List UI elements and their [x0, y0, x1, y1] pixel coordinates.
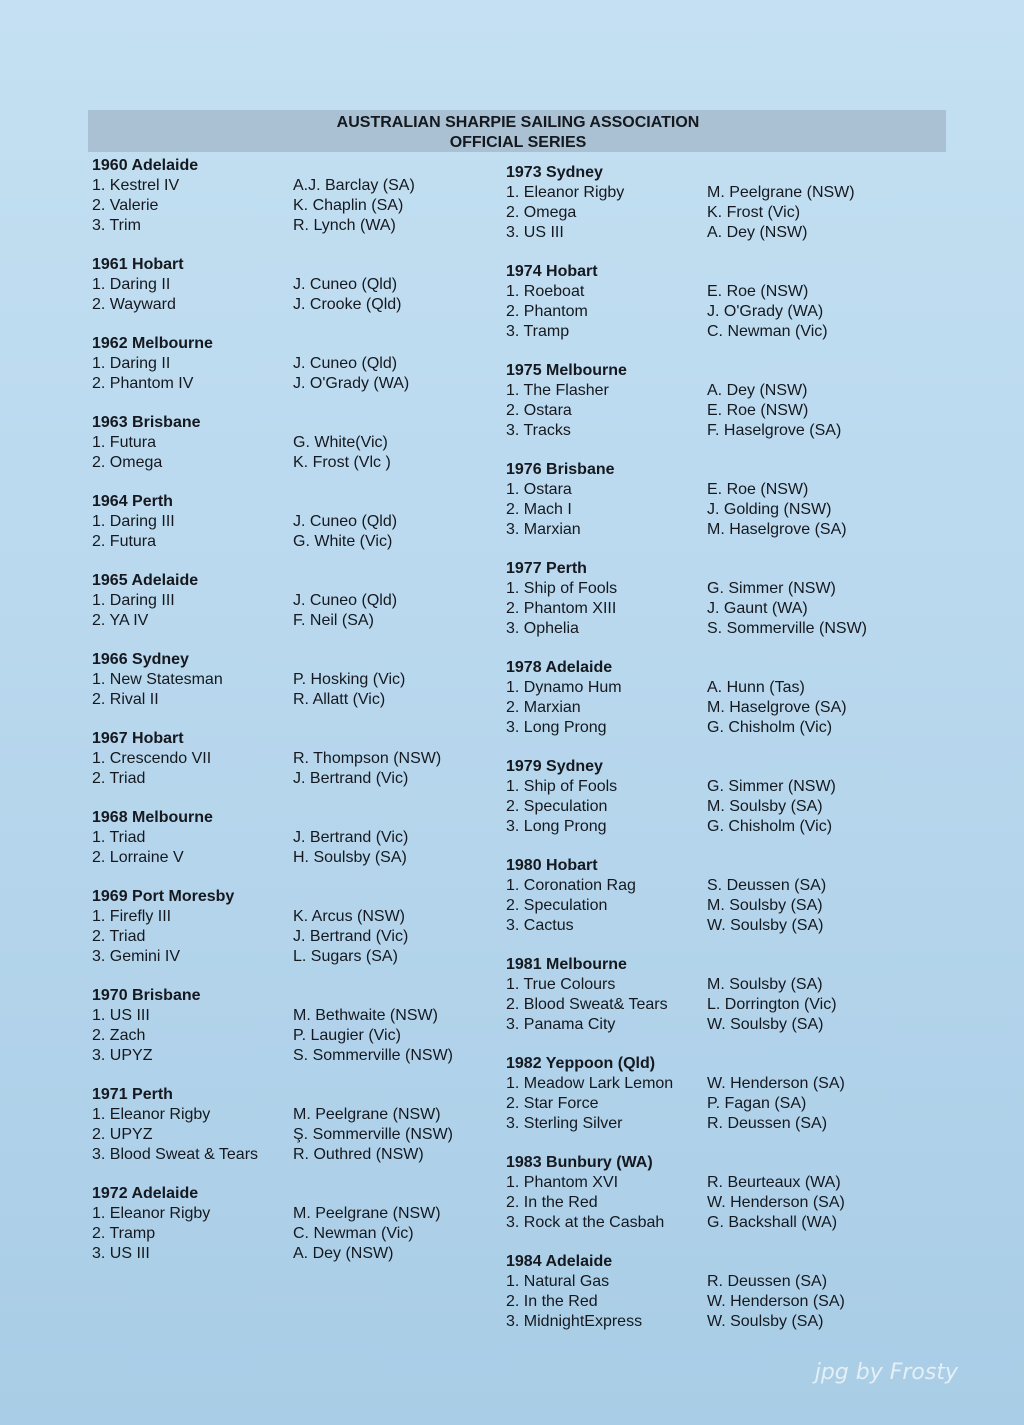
boat-name: 2. Phantom XIII — [506, 600, 617, 617]
event-block — [92, 413, 532, 473]
boat-name: 2. Speculation — [506, 897, 608, 914]
photo-credit: jpg by Frosty — [814, 1360, 958, 1385]
skipper-name: K. Frost (Vlc ) — [293, 454, 391, 471]
event-title: 1972 Adelaide — [92, 1185, 199, 1202]
boat-name: 1. Daring III — [92, 592, 175, 609]
event-title: 1980 Hobart — [506, 857, 598, 874]
boat-name: 3. Rock at the Casbah — [506, 1214, 665, 1231]
result-row — [506, 282, 946, 302]
result-row — [92, 275, 532, 295]
boat-name: 2. Tramp — [92, 1225, 156, 1242]
event-title: 1971 Perth — [92, 1086, 173, 1103]
boat-name: 1. Meadow Lark Lemon — [506, 1075, 674, 1092]
result-row — [92, 196, 532, 216]
skipper-name: M. Peelgrane (NSW) — [293, 1205, 441, 1222]
event-title: 1975 Melbourne — [506, 362, 627, 379]
skipper-name: R. Deussen (SA) — [707, 1273, 828, 1290]
skipper-name: K. Chaplin (SA) — [293, 197, 404, 214]
left-column — [92, 156, 532, 1283]
skipper-name: J. Gaunt (WA) — [707, 600, 808, 617]
event-block — [506, 361, 946, 441]
skipper-name: R. Beurteaux (WA) — [707, 1174, 841, 1191]
event-block — [92, 1085, 532, 1165]
skipper-name: J. Bertrand (Vic) — [293, 770, 409, 787]
result-row — [92, 848, 532, 868]
result-row — [92, 1105, 532, 1125]
event-block — [92, 571, 532, 631]
boat-name: 1. Futura — [92, 434, 157, 451]
boat-name: 2. Triad — [92, 770, 146, 787]
result-row — [92, 295, 532, 315]
event-title: 1978 Adelaide — [506, 659, 613, 676]
skipper-name: W. Soulsby (SA) — [707, 1313, 824, 1330]
event-title: 1966 Sydney — [92, 651, 189, 668]
boat-name: 2. Blood Sweat& Tears — [506, 996, 668, 1013]
result-row — [506, 995, 946, 1015]
result-row — [506, 698, 946, 718]
result-row — [506, 1114, 946, 1134]
result-row — [92, 1026, 532, 1046]
event-block — [92, 334, 532, 394]
event-title: 1963 Brisbane — [92, 414, 201, 431]
boat-name: 1. Daring II — [92, 276, 171, 293]
result-row — [506, 1173, 946, 1193]
result-row — [506, 1312, 946, 1332]
event-block — [92, 729, 532, 789]
event-title: 1960 Adelaide — [92, 157, 199, 174]
result-row — [506, 1015, 946, 1035]
boat-name: 3. UPYZ — [92, 1047, 153, 1064]
boat-name: 2. UPYZ — [92, 1126, 153, 1143]
skipper-name: W. Henderson (SA) — [707, 1075, 845, 1092]
result-row — [506, 817, 946, 837]
result-row — [506, 975, 946, 995]
result-row — [506, 223, 946, 243]
result-row — [92, 907, 532, 927]
boat-name: 2. Triad — [92, 928, 146, 945]
result-row — [506, 916, 946, 936]
result-row — [92, 453, 532, 473]
event-title: 1968 Melbourne — [92, 809, 213, 826]
skipper-name: R. Outhred (NSW) — [293, 1146, 424, 1163]
event-block — [92, 156, 532, 236]
result-row — [92, 512, 532, 532]
result-row — [92, 1204, 532, 1224]
skipper-name: A. Dey (NSW) — [707, 382, 808, 399]
boat-name: 1. Daring II — [92, 355, 171, 372]
result-row — [506, 599, 946, 619]
boat-name: 1. New Statesman — [92, 671, 223, 688]
event-block — [506, 856, 946, 936]
event-block — [506, 757, 946, 837]
result-row — [92, 1145, 532, 1165]
skipper-name: A. Hunn (Tas) — [707, 679, 805, 696]
boat-name: 2. Omega — [506, 204, 577, 221]
skipper-name: J. O'Grady (WA) — [707, 303, 824, 320]
skipper-name: R. Allatt (Vic) — [293, 691, 386, 708]
boat-name: 2. Speculation — [506, 798, 608, 815]
boat-name: 3. Marxian — [506, 521, 581, 538]
result-row — [506, 896, 946, 916]
event-block — [506, 262, 946, 342]
skipper-name: M. Haselgrove (SA) — [707, 521, 847, 538]
boat-name: 1. Crescendo VII — [92, 750, 212, 767]
result-row — [92, 176, 532, 196]
skipper-name: M. Soulsby (SA) — [707, 897, 823, 914]
boat-name: 3. Sterling Silver — [506, 1115, 623, 1132]
event-block — [92, 808, 532, 868]
skipper-name: C. Newman (Vic) — [707, 323, 828, 340]
skipper-name: K. Frost (Vic) — [707, 204, 801, 221]
boat-name: 2. In the Red — [506, 1293, 598, 1310]
event-block — [92, 1184, 532, 1264]
event-title: 1964 Perth — [92, 493, 173, 510]
skipper-name: P. Fagan (SA) — [707, 1095, 807, 1112]
event-block — [506, 559, 946, 639]
skipper-name: A.J. Barclay (SA) — [293, 177, 415, 194]
boat-name: 1. Eleanor Rigby — [92, 1106, 211, 1123]
skipper-name: M. Peelgrane (NSW) — [707, 184, 855, 201]
skipper-name: F. Haselgrove (SA) — [707, 422, 842, 439]
skipper-name: G. White (Vic) — [293, 533, 393, 550]
title-line-2: OFFICIAL SERIES — [449, 134, 587, 151]
boat-name: 1. Roeboat — [506, 283, 585, 300]
boat-name: 1. Eleanor Rigby — [506, 184, 625, 201]
event-title: 1979 Sydney — [506, 758, 603, 775]
boat-name: 2. Star Force — [506, 1095, 599, 1112]
event-block — [506, 460, 946, 540]
boat-name: 3. Gemini IV — [92, 948, 181, 965]
boat-name: 3. Tracks — [506, 422, 571, 439]
boat-name: 2. Zach — [92, 1027, 146, 1044]
skipper-name: G. Simmer (NSW) — [707, 778, 836, 795]
right-column — [506, 163, 946, 1351]
event-block — [92, 255, 532, 315]
event-title: 1976 Brisbane — [506, 461, 615, 478]
skipper-name: J. Bertrand (Vic) — [293, 829, 409, 846]
event-block — [506, 1054, 946, 1134]
skipper-name: H. Soulsby (SA) — [293, 849, 407, 866]
result-row — [506, 500, 946, 520]
skipper-name: J. Bertrand (Vic) — [293, 928, 409, 945]
event-title: 1961 Hobart — [92, 256, 184, 273]
boat-name: 3. Panama City — [506, 1016, 616, 1033]
boat-name: 1. The Flasher — [506, 382, 609, 399]
boat-name: 3. US III — [92, 1245, 150, 1262]
skipper-name: R. Thompson (NSW) — [293, 750, 442, 767]
boat-name: 1. Firefly III — [92, 908, 172, 925]
skipper-name: J. O'Grady (WA) — [293, 375, 410, 392]
skipper-name: C. Newman (Vic) — [293, 1225, 414, 1242]
skipper-name: M. Peelgrane (NSW) — [293, 1106, 441, 1123]
skipper-name: G. Backshall (WA) — [707, 1214, 838, 1231]
boat-name: 3. Ophelia — [506, 620, 579, 637]
skipper-name: E. Roe (NSW) — [707, 283, 809, 300]
result-row — [92, 1224, 532, 1244]
boat-name: 2. Wayward — [92, 296, 176, 313]
event-block — [506, 955, 946, 1035]
skipper-name: Ş. Sommerville (NSW) — [293, 1126, 454, 1143]
result-row — [506, 579, 946, 599]
skipper-name: G. Chisholm (Vic) — [707, 719, 833, 736]
boat-name: 1. Phantom XVI — [506, 1174, 619, 1191]
result-row — [506, 302, 946, 322]
skipper-name: J. Cuneo (Qld) — [293, 355, 398, 372]
skipper-name: P. Laugier (Vic) — [293, 1027, 401, 1044]
boat-name: 1. Natural Gas — [506, 1273, 610, 1290]
boat-name: 3. MidnightExpress — [506, 1313, 643, 1330]
boat-name: 2. Valerie — [92, 197, 159, 214]
skipper-name: S. Sommerville (NSW) — [707, 620, 868, 637]
result-row — [506, 381, 946, 401]
event-block — [506, 1153, 946, 1233]
boat-name: 2. Rival II — [92, 691, 159, 708]
boat-name: 1. US III — [92, 1007, 150, 1024]
boat-name: 3. Tramp — [506, 323, 570, 340]
result-row — [506, 797, 946, 817]
skipper-name: J. Cuneo (Qld) — [293, 513, 398, 530]
boat-name: 2. Futura — [92, 533, 157, 550]
skipper-name: F. Neil (SA) — [293, 612, 374, 629]
result-row — [506, 480, 946, 500]
boat-name: 3. Cactus — [506, 917, 574, 934]
result-row — [92, 1125, 532, 1145]
boat-name: 2. In the Red — [506, 1194, 598, 1211]
boat-name: 1. Dynamo Hum — [506, 679, 622, 696]
event-title: 1974 Hobart — [506, 263, 598, 280]
skipper-name: W. Henderson (SA) — [707, 1293, 845, 1310]
result-row — [506, 1074, 946, 1094]
result-row — [92, 769, 532, 789]
boat-name: 1. Daring III — [92, 513, 175, 530]
result-row — [92, 927, 532, 947]
boat-name: 2. YA IV — [92, 612, 149, 629]
skipper-name: A. Dey (NSW) — [707, 224, 808, 241]
skipper-name: K. Arcus (NSW) — [293, 908, 406, 925]
event-block — [92, 650, 532, 710]
event-block — [92, 986, 532, 1066]
skipper-name: P. Hosking (Vic) — [293, 671, 406, 688]
event-block — [506, 163, 946, 243]
event-title: 1967 Hobart — [92, 730, 184, 747]
boat-name: 2. Omega — [92, 454, 163, 471]
result-row — [506, 203, 946, 223]
event-title: 1969 Port Moresby — [92, 888, 235, 905]
result-row — [92, 591, 532, 611]
result-row — [92, 690, 532, 710]
boat-name: 1. Coronation Rag — [506, 877, 636, 894]
skipper-name: R. Lynch (WA) — [293, 217, 396, 234]
skipper-name: M. Bethwaite (NSW) — [293, 1007, 438, 1024]
result-row — [506, 1193, 946, 1213]
result-row — [92, 1006, 532, 1026]
skipper-name: M. Soulsby (SA) — [707, 976, 823, 993]
boat-name: 1. Ostara — [506, 481, 572, 498]
boat-name: 1. Ship of Fools — [506, 580, 618, 597]
result-row — [92, 611, 532, 631]
skipper-name: J. Golding (NSW) — [707, 501, 832, 518]
skipper-name: W. Soulsby (SA) — [707, 1016, 824, 1033]
title-line-1: AUSTRALIAN SHARPIE SAILING ASSOCIATION — [336, 114, 700, 131]
boat-name: 2. Ostara — [506, 402, 572, 419]
event-title: 1981 Melbourne — [506, 956, 627, 973]
result-row — [506, 619, 946, 639]
event-block — [92, 887, 532, 967]
result-row — [92, 433, 532, 453]
boat-name: 2. Marxian — [506, 699, 581, 716]
boat-name: 3. Blood Sweat & Tears — [92, 1146, 259, 1163]
boat-name: 3. Long Prong — [506, 719, 607, 736]
skipper-name: L. Dorrington (Vic) — [707, 996, 837, 1013]
boat-name: 1. Ship of Fools — [506, 778, 618, 795]
skipper-name: A. Dey (NSW) — [293, 1245, 394, 1262]
boat-name: 3. Trim — [92, 217, 141, 234]
result-row — [506, 421, 946, 441]
event-title: 1973 Sydney — [506, 164, 603, 181]
result-row — [92, 374, 532, 394]
boat-name: 2. Phantom IV — [92, 375, 194, 392]
result-row — [506, 1292, 946, 1312]
result-row — [506, 777, 946, 797]
skipper-name: E. Roe (NSW) — [707, 481, 809, 498]
boat-name: 2. Phantom — [506, 303, 588, 320]
boat-name: 3. US III — [506, 224, 564, 241]
result-row — [92, 670, 532, 690]
event-title: 1970 Brisbane — [92, 987, 201, 1004]
result-row — [92, 749, 532, 769]
skipper-name: R. Deussen (SA) — [707, 1115, 828, 1132]
skipper-name: M. Haselgrove (SA) — [707, 699, 847, 716]
skipper-name: L. Sugars (SA) — [293, 948, 398, 965]
result-row — [506, 1213, 946, 1233]
skipper-name: G. Simmer (NSW) — [707, 580, 836, 597]
result-row — [506, 401, 946, 421]
boat-name: 2. Mach I — [506, 501, 572, 518]
result-row — [92, 532, 532, 552]
result-row — [506, 876, 946, 896]
event-block — [92, 492, 532, 552]
result-row — [506, 1272, 946, 1292]
result-row — [506, 678, 946, 698]
event-title: 1977 Perth — [506, 560, 587, 577]
result-row — [92, 354, 532, 374]
result-row — [92, 216, 532, 236]
event-title: 1982 Yeppoon (Qld) — [506, 1055, 656, 1072]
skipper-name: J. Cuneo (Qld) — [293, 276, 398, 293]
skipper-name: S. Deussen (SA) — [707, 877, 827, 894]
skipper-name: M. Soulsby (SA) — [707, 798, 823, 815]
skipper-name: J. Cuneo (Qld) — [293, 592, 398, 609]
boat-name: 2. Lorraine V — [92, 849, 184, 866]
boat-name: 3. Long Prong — [506, 818, 607, 835]
result-row — [506, 322, 946, 342]
result-row — [92, 1046, 532, 1066]
skipper-name: G. White(Vic) — [293, 434, 388, 451]
boat-name: 1. Kestrel IV — [92, 177, 180, 194]
event-title: 1965 Adelaide — [92, 572, 199, 589]
result-row — [92, 1244, 532, 1264]
event-title: 1983 Bunbury (WA) — [506, 1154, 653, 1171]
skipper-name: S. Sommerville (NSW) — [293, 1047, 454, 1064]
page-title — [88, 113, 948, 153]
event-title: 1984 Adelaide — [506, 1253, 613, 1270]
skipper-name: E. Roe (NSW) — [707, 402, 809, 419]
result-row — [92, 947, 532, 967]
skipper-name: W. Henderson (SA) — [707, 1194, 845, 1211]
skipper-name: W. Soulsby (SA) — [707, 917, 824, 934]
skipper-name: J. Crooke (Qld) — [293, 296, 402, 313]
result-row — [506, 183, 946, 203]
event-block — [506, 1252, 946, 1332]
boat-name: 1. True Colours — [506, 976, 616, 993]
result-row — [506, 520, 946, 540]
skipper-name: G. Chisholm (Vic) — [707, 818, 833, 835]
boat-name: 1. Eleanor Rigby — [92, 1205, 211, 1222]
result-row — [92, 828, 532, 848]
event-title: 1962 Melbourne — [92, 335, 213, 352]
result-row — [506, 1094, 946, 1114]
event-block — [506, 658, 946, 738]
boat-name: 1. Triad — [92, 829, 146, 846]
result-row — [506, 718, 946, 738]
